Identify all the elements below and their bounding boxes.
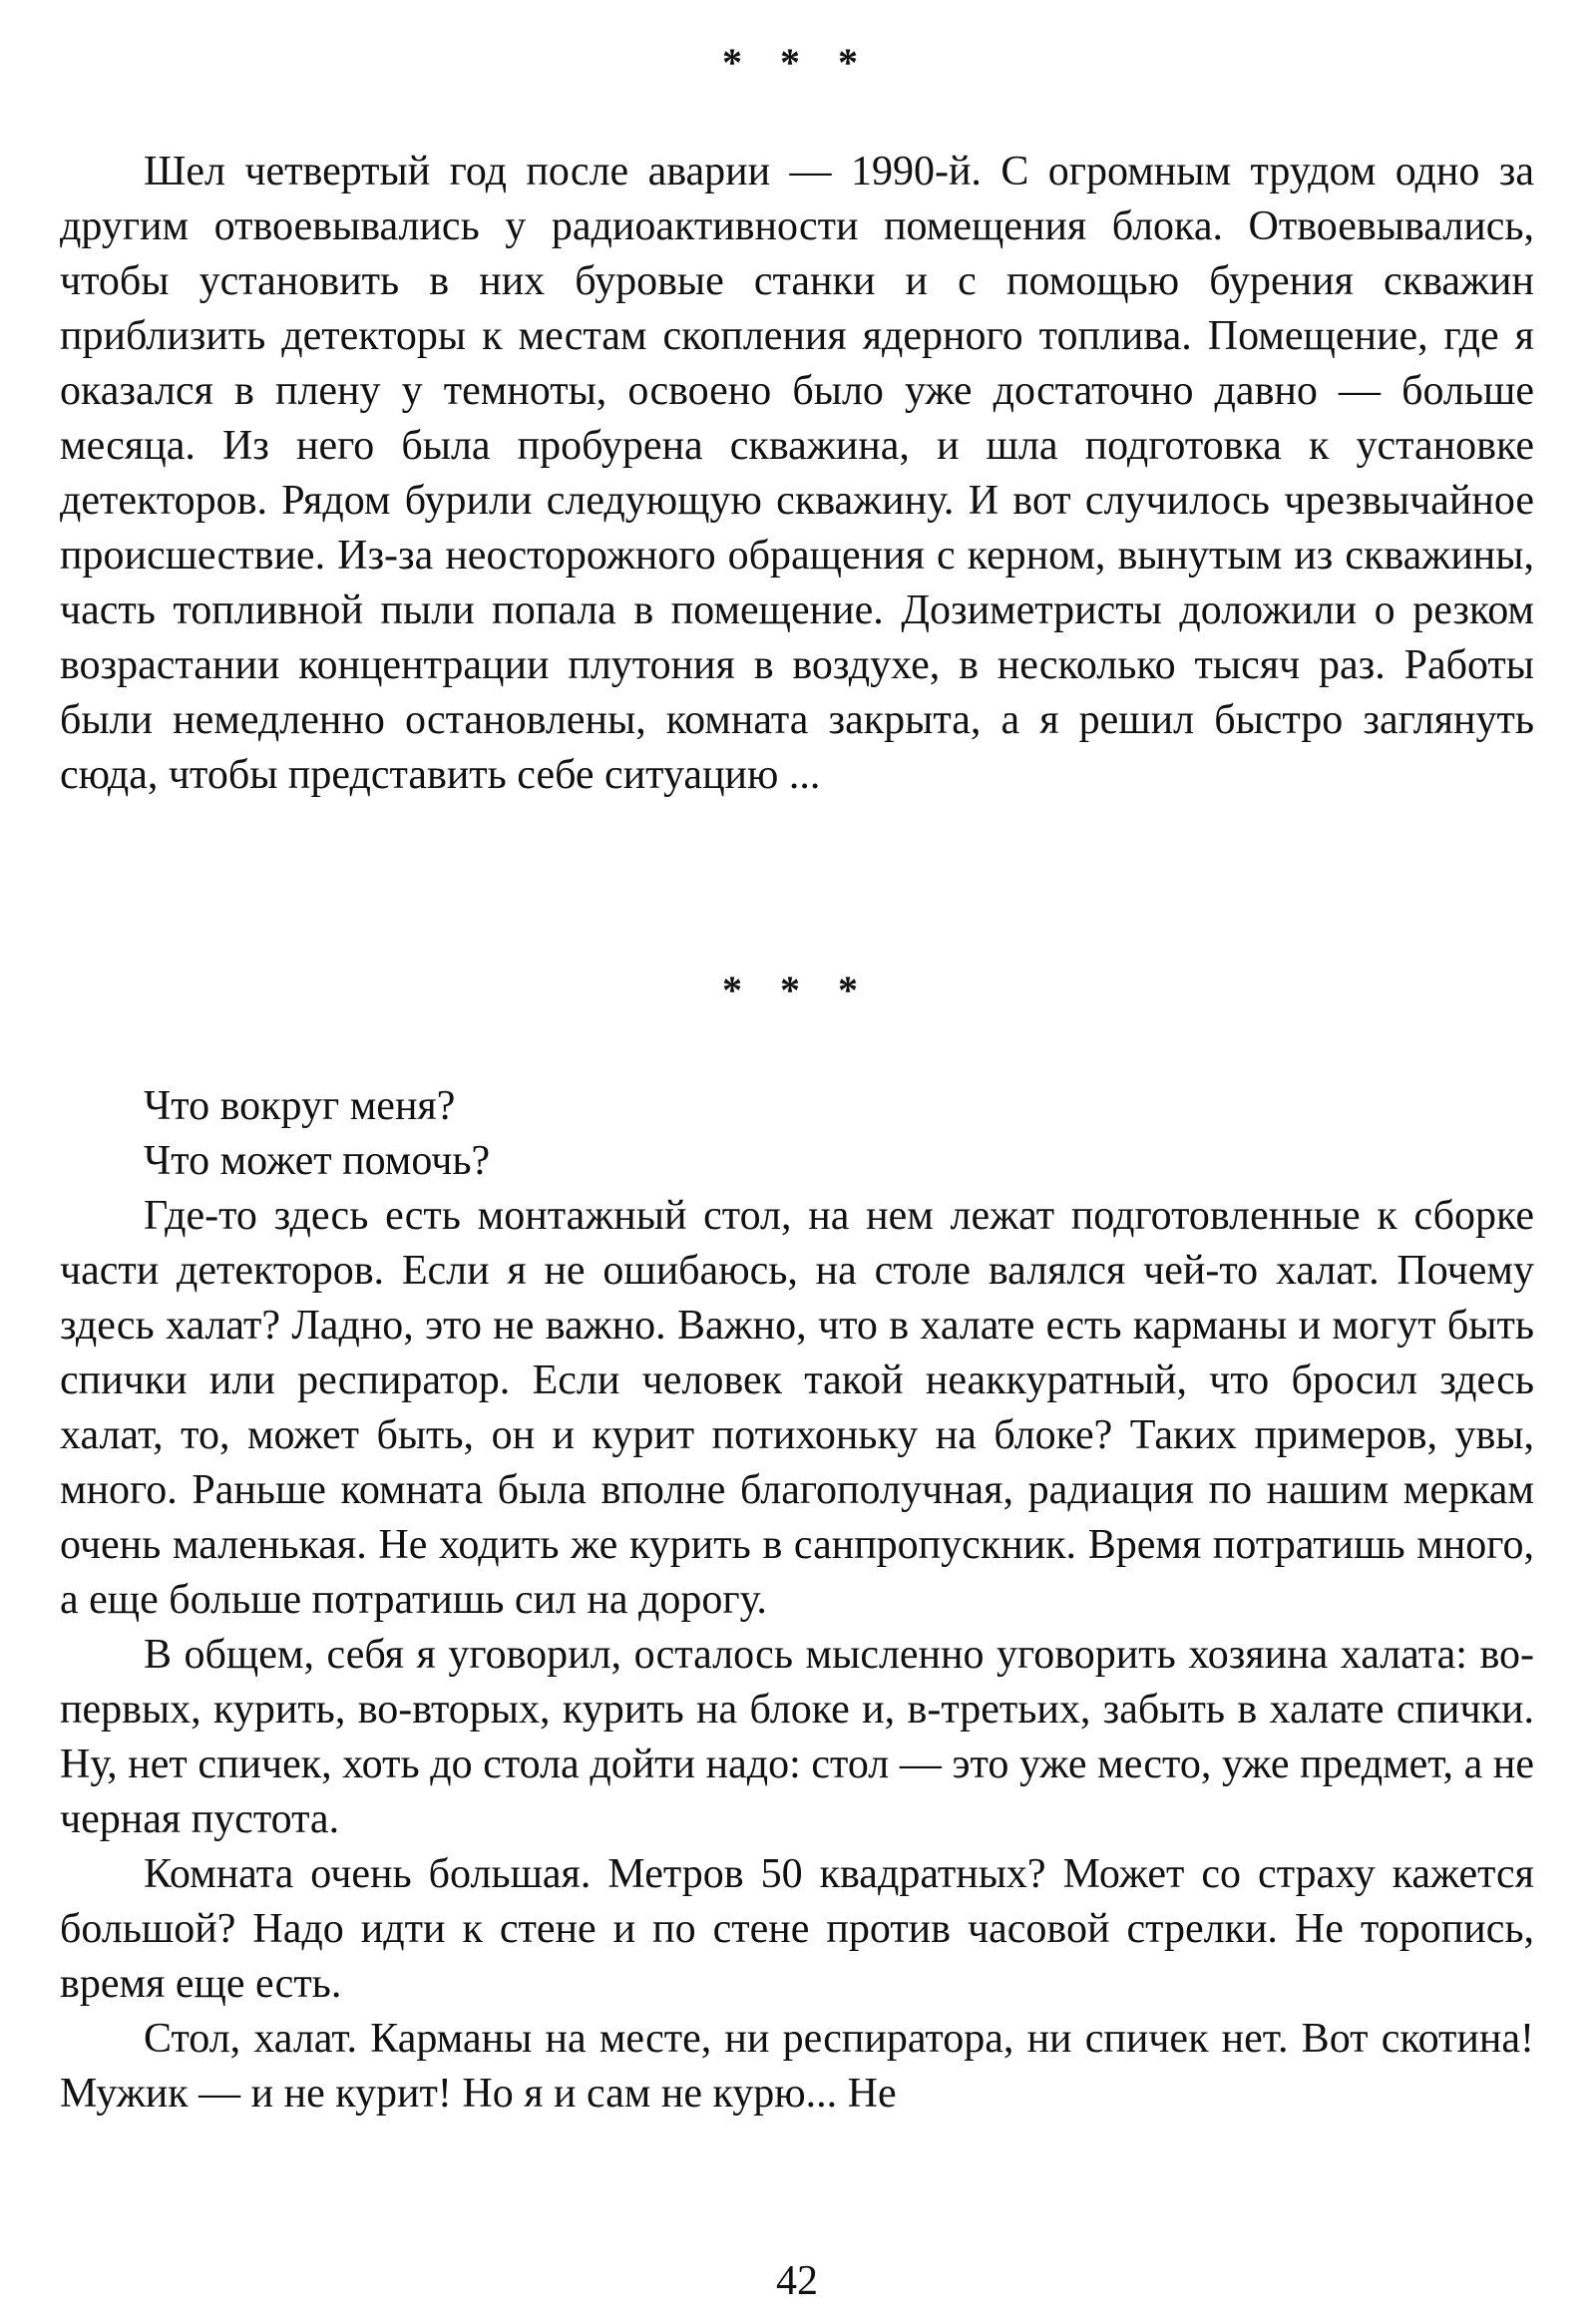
section-one xyxy=(60,145,1534,803)
book-page xyxy=(60,0,1534,2324)
paragraph: Что может помочь? xyxy=(144,1138,491,1184)
section-two xyxy=(60,1079,1534,2122)
paragraph: Комната очень большая. Метров 50 квадратных? Может со страху кажется большой? Надо идти к стене и по стене против часовой стрелки. Не торопись, время еще есть. xyxy=(60,1851,1534,2007)
section-separator: * * * xyxy=(722,968,872,1012)
paragraph: Что вокруг меня? xyxy=(144,1083,456,1129)
paragraph: В общем, себя я уговорил, осталось мысленно уговорить хозяина халата: во-первых, курить, во-вторых, курить на блоке и, в-третьих, забыть в халате спички. Ну, нет спичек, хоть до стола дойти надо: стол — это уже место, уже предмет, а не черная пустота. xyxy=(60,1632,1534,1842)
paragraph: Стол, халат. Карманы на месте, ни респиратора, ни спичек нет. Вот скотина! Мужик — и не курит! Но я и сам не курю... Не xyxy=(60,2016,1534,2117)
paragraph: Шел четвертый год после аварии — 1990-й. С огромным трудом одно за другим отвоевывались у радиоактивности помещения блока. Отвоевывались, чтобы установить в них буровые станки и с помощью бурения скважин приблизить детекторы к местам скопления ядерного топлива. Помещение, где я оказался в плену у темноты, освоено было уже достаточно давно — больше месяца. Из него была пробурена скважина, и шла подготовка к установке детекторов. Рядом бурили следующую скважину. И вот случилось чрезвычайное происшествие. Из-за неосторожного обращения с керном, вынутым из скважины, часть топливной пыли попала в помещение. Дозиметристы доложили о резком возрастании концентрации плутония в воздухе, в несколько тысяч раз. Работы были немедленно остановлены, комната закрыта, а я решил быстро заглянуть сюда, чтобы представить себе ситуацию ... xyxy=(60,149,1534,798)
paragraph: Где-то здесь есть монтажный стол, на нем лежат подготовленные к сборке части детекторов. Если я не ошибаюсь, на столе валялся чей-то халат. Почему здесь халат? Ладно, это не важно. Важно, что в халате есть карманы и могут быть спички или респиратор. Если человек такой неаккуратный, что бросил здесь халат, то, может быть, он и курит потихоньку на блоке? Таких примеров, увы, много. Раньше комната была вполне благополучная, радиация по нашим меркам очень маленькая. Не ходить же курить в санпропускник. Время потратишь много, а еще больше потратишь сил на дорогу. xyxy=(60,1193,1534,1623)
page-number: 42 xyxy=(776,2258,818,2304)
section-separator: * * * xyxy=(722,40,872,85)
